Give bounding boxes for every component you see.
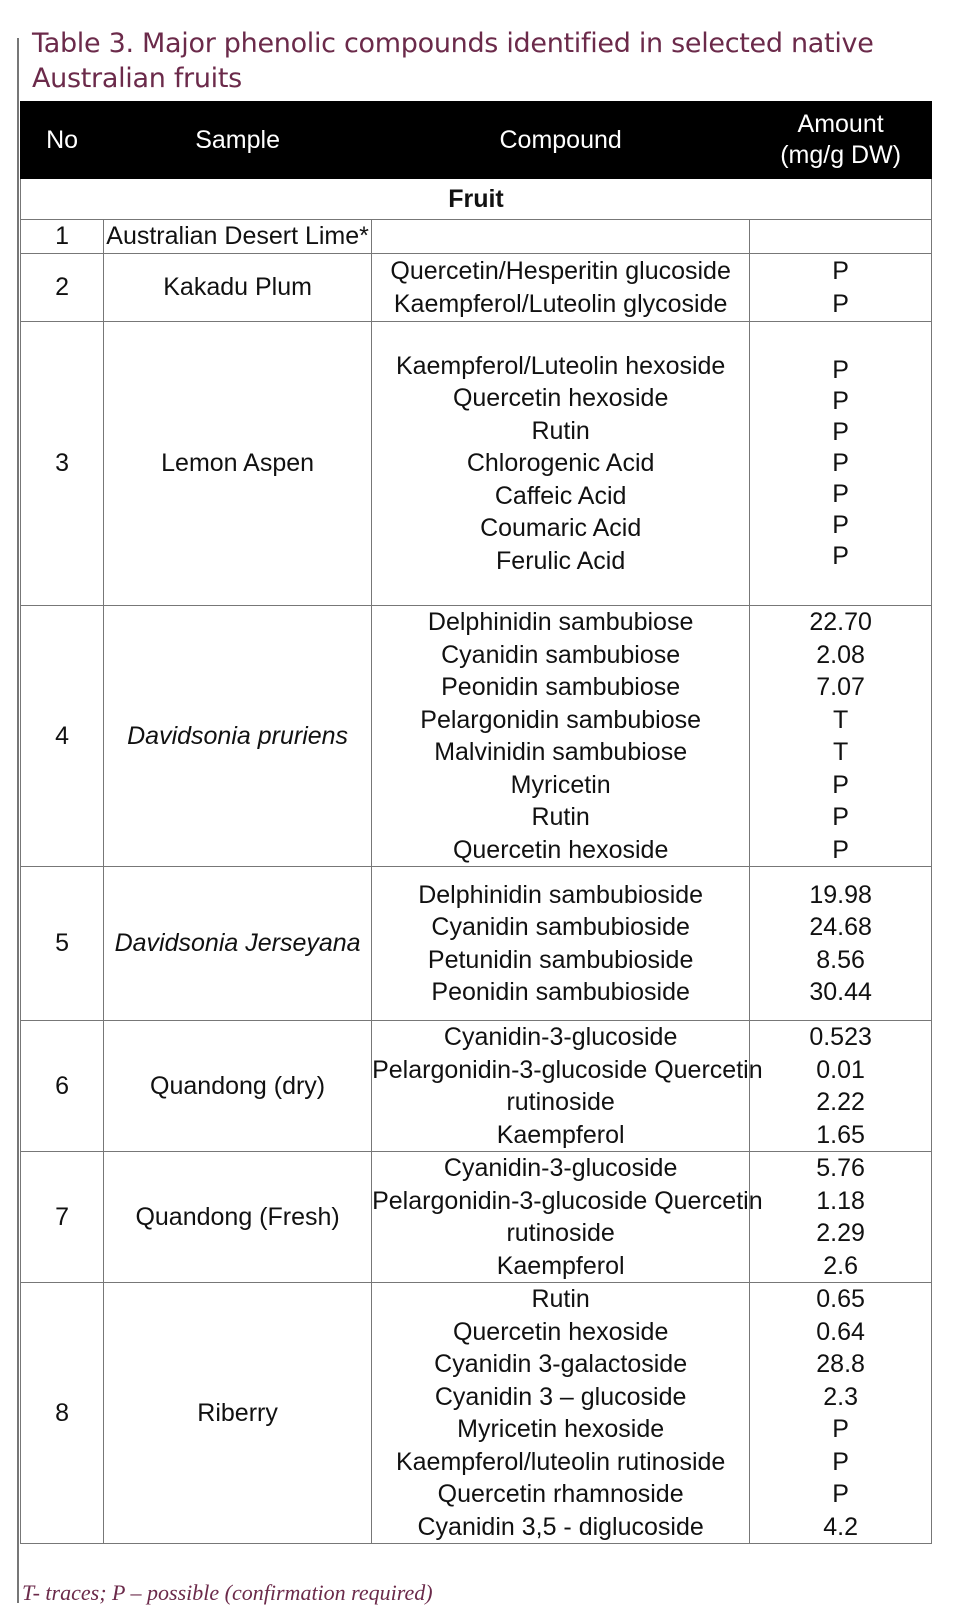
compound-name: Cyanidin 3 – glucoside: [434, 1382, 687, 1411]
left-margin-rule: [17, 38, 19, 1603]
row-number: 5: [21, 867, 104, 1021]
amount-value: 24.68: [809, 913, 872, 941]
amount-value: P: [832, 803, 849, 831]
amount-cell: [750, 867, 932, 1021]
table-row: [21, 322, 932, 606]
compound-name: Caffeic Acid: [494, 481, 627, 510]
compound-name: Kaempferol/Luteolin glycoside: [393, 289, 728, 318]
amount-value: P: [832, 289, 849, 318]
amount-cell: [750, 220, 932, 254]
section-label: Fruit: [21, 179, 932, 220]
compound-name: Rutin: [531, 1285, 590, 1313]
compound-cell: [372, 1152, 763, 1283]
table-row: [21, 606, 932, 867]
compound-name: rutinoside: [506, 1219, 615, 1247]
phenolic-compounds-table: [20, 101, 932, 1544]
amount-cell: [750, 322, 932, 606]
section-row-fruit: [21, 179, 932, 220]
amount-cell: [750, 254, 932, 322]
row-number: 4: [21, 606, 104, 867]
compound-name: Pelargonidin sambubiose: [420, 705, 702, 734]
table-row: [21, 1021, 932, 1152]
row-number: 7: [21, 1152, 104, 1283]
compound-name: Ferulic Acid: [496, 546, 626, 575]
amount-value: P: [832, 835, 849, 864]
compound-cell: [372, 220, 750, 254]
table-row: [21, 1283, 932, 1544]
sample-name: Davidsonia Jerseyana: [104, 867, 372, 1021]
compound-name: Kaempferol/luteolin rutinoside: [395, 1447, 726, 1476]
amount-value: 1.65: [816, 1120, 865, 1149]
compound-name: Cyanidin sambubiose: [441, 640, 681, 669]
compound-name: Myricetin: [510, 770, 611, 799]
amount-value: 5.76: [816, 1154, 865, 1182]
compound-name: Peonidin sambubioside: [431, 978, 690, 1006]
amount-value: 2.6: [823, 1251, 858, 1280]
row-number: 3: [21, 322, 104, 606]
compound-name: Kaempferol: [496, 1251, 625, 1280]
compound-name: Cyanidin 3,5 - diglucoside: [417, 1512, 704, 1541]
compound-cell: [372, 254, 750, 322]
compound-name: Cyanidin 3-galactoside: [434, 1350, 688, 1378]
amount-value: 2.3: [823, 1382, 858, 1411]
compound-name: Cyanidin-3-glucoside: [443, 1154, 678, 1182]
compound-name: Malvinidin sambubiose: [434, 738, 688, 766]
compound-name: Quercetin hexoside: [452, 1317, 669, 1346]
sample-name: Kakadu Plum: [104, 254, 372, 322]
amount-value: 19.98: [809, 880, 872, 909]
amount-value: P: [832, 449, 849, 477]
header-amount-line1: Amount: [797, 110, 884, 138]
amount-value: P: [832, 257, 849, 285]
amount-value: P: [832, 511, 849, 539]
compound-cell: [372, 1021, 763, 1152]
amount-value: 22.70: [809, 608, 872, 636]
row-number: 2: [21, 254, 104, 322]
sample-name: Australian Desert Lime*: [104, 220, 372, 254]
header-amount-unit: (mg/g DW): [780, 141, 902, 169]
amount-value: P: [832, 480, 849, 508]
amount-value: P: [832, 542, 849, 570]
sample-name: Lemon Aspen: [104, 322, 372, 606]
amount-value: 28.8: [816, 1350, 865, 1378]
compound-cell: [372, 322, 750, 606]
compound-name: Kaempferol: [496, 1120, 625, 1149]
table-title: Table 3. Major phenolic compounds identified in selected native Australian fruits: [32, 28, 874, 94]
compound-name: Rutin: [531, 803, 590, 831]
amount-cell: [750, 1283, 932, 1544]
header-row: [21, 102, 932, 179]
row-number: 8: [21, 1283, 104, 1544]
amount-value: P: [832, 1415, 849, 1443]
amount-value: 0.01: [816, 1055, 865, 1084]
compound-name: Cyanidin sambubioside: [431, 913, 690, 941]
amount-value: 2.29: [816, 1219, 865, 1247]
compound-name: Pelargonidin-3-glucoside Quercetin: [372, 1186, 763, 1215]
compound-name: Quercetin hexoside: [452, 384, 669, 413]
amount-cell: [750, 606, 932, 867]
row-number: 6: [21, 1021, 104, 1152]
compound-name: Peonidin sambubiose: [441, 673, 681, 701]
compound-name: Quercetin hexoside: [452, 835, 669, 864]
amount-value: 8.56: [816, 945, 865, 974]
sample-name: Riberry: [104, 1283, 372, 1544]
amount-value: P: [832, 418, 849, 446]
compound-cell: [372, 1283, 750, 1544]
amount-value: T: [832, 738, 849, 766]
sample-name: Quandong (dry): [104, 1021, 372, 1152]
compound-name: Chlorogenic Acid: [466, 449, 655, 478]
compound-cell: [372, 867, 750, 1021]
amount-value: P: [832, 387, 849, 415]
table-row: [21, 1152, 932, 1283]
compound-name: Pelargonidin-3-glucoside Quercetin: [372, 1055, 763, 1084]
amount-value: 0.65: [816, 1285, 865, 1313]
compound-name: Coumaric Acid: [480, 514, 642, 543]
amount-value: P: [832, 1447, 849, 1476]
compound-name: Delphinidin sambubioside: [418, 880, 704, 909]
amount-value: 0.64: [816, 1317, 865, 1346]
amount-value: P: [832, 1480, 849, 1508]
amount-value: 30.44: [809, 978, 872, 1006]
compound-name: Petunidin sambubioside: [427, 945, 694, 974]
compound-name: Delphinidin sambubiose: [427, 608, 694, 636]
amount-value: P: [832, 770, 849, 799]
amount-value: 7.07: [816, 673, 865, 701]
header-sample: Sample: [104, 102, 372, 179]
amount-value: 1.18: [816, 1186, 865, 1215]
footnote: T- traces; P – possible (confirmation required): [22, 1580, 433, 1605]
sample-name: Quandong (Fresh): [104, 1152, 372, 1283]
compound-name: rutinoside: [506, 1088, 615, 1116]
compound-name: Myricetin hexoside: [457, 1415, 665, 1443]
compound-name: Kaempferol/Luteolin hexoside: [395, 351, 726, 380]
header-compound: Compound: [372, 102, 750, 179]
header-no: No: [21, 102, 104, 179]
table-row: [21, 220, 932, 254]
amount-value: 2.22: [816, 1088, 865, 1116]
table-body: [21, 179, 932, 1544]
amount-value: 4.2: [823, 1512, 858, 1541]
sample-name: Davidsonia pruriens: [104, 606, 372, 867]
compound-name: Quercetin rhamnoside: [437, 1480, 684, 1508]
compound-cell: [372, 606, 750, 867]
header-amount: [750, 102, 932, 179]
amount-value: T: [832, 705, 849, 734]
amount-value: 2.08: [816, 640, 865, 669]
compound-name: Quercetin/Hesperitin glucoside: [390, 257, 731, 285]
compound-name: Cyanidin-3-glucoside: [443, 1023, 678, 1051]
compound-name: Rutin: [531, 416, 590, 445]
amount-value: P: [832, 356, 849, 384]
row-number: 1: [21, 220, 104, 254]
table-row: [21, 867, 932, 1021]
table-row: [21, 254, 932, 322]
amount-cell: [750, 1021, 932, 1152]
amount-cell: [750, 1152, 932, 1283]
amount-value: 0.523: [809, 1023, 872, 1051]
